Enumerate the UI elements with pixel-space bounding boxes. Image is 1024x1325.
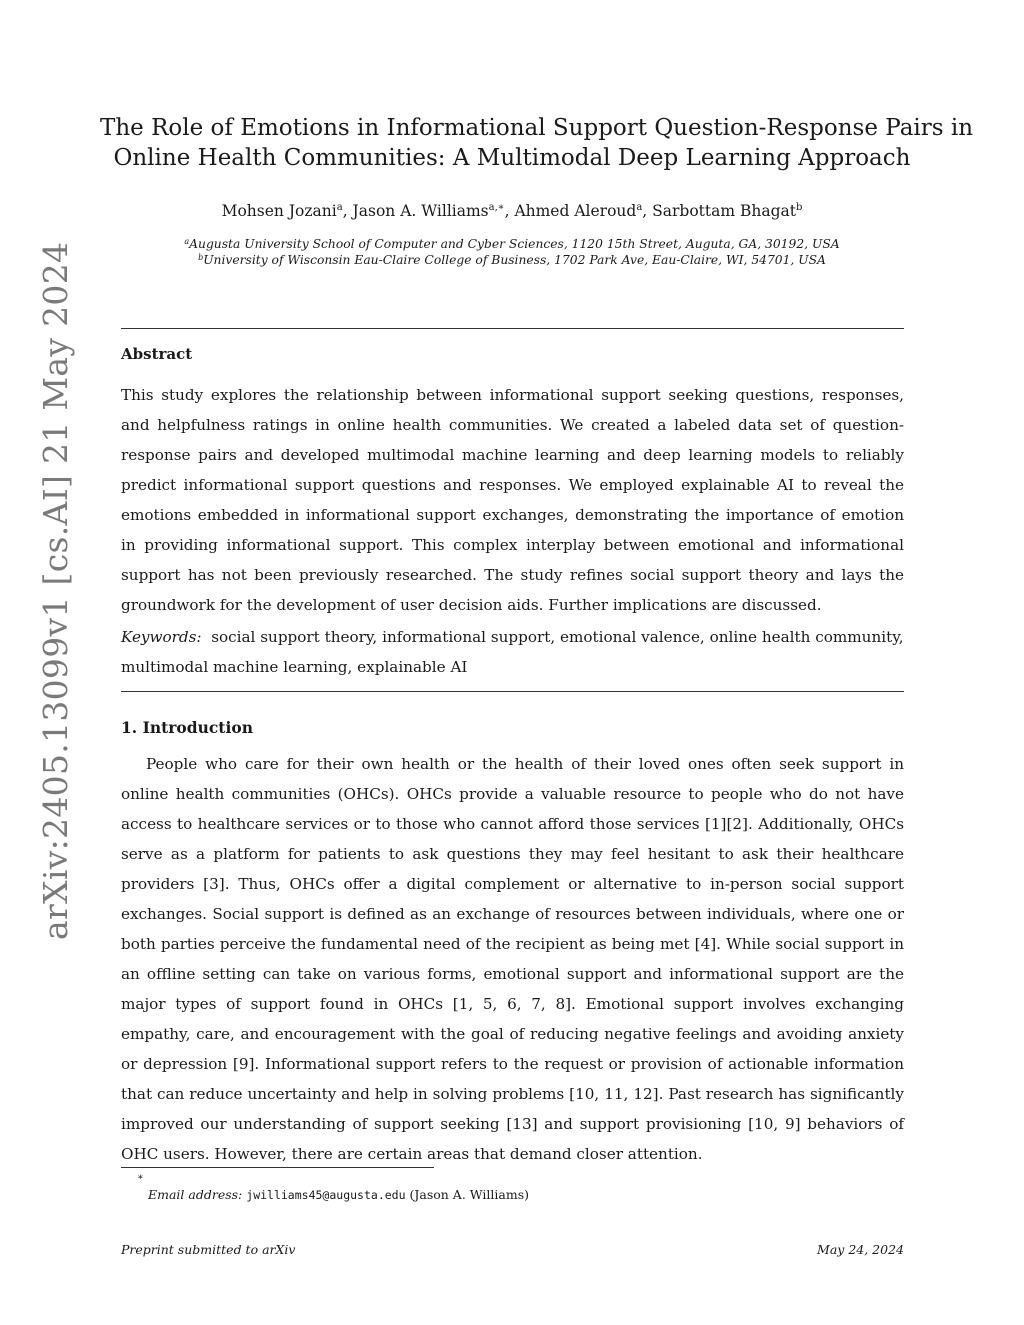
introduction-paragraph: People who care for their own health or the health of their loved ones often seek support in online health communities (OHCs). OHCs provide a valuable resource to people who do not have access to healthcare services or to those who cannot afford those services [1][2]. Additionally, OHCs serve as a platform for patients to ask questions they may feel hesitant to ask their healthcare providers [3]. Thus, OHCs offer a digital complement or alternative to in-person social support exchanges. Social support is defined as an exchange of resources between individuals, where one or both parties perceive the fundamental need of the recipient as being met [4]. While social support in an offline setting can take on various forms, emotional support and informational support are the major types of support found in OHCs [1, 5, 6, 7, 8]. Emotional support involves exchanging empathy, care, and encouragement with the goal of reducing negative feelings and avoiding anxiety or depression [9]. Informational support refers to the request or provision of actionable information that can reduce uncertainty and help in solving problems [10, 11, 12]. Past research has significantly improved our understanding of support seeking [13] and support provisioning [10, 9] behaviors of OHC users. However, there are certain areas that demand closer attention. bbox=[121, 755, 904, 1163]
affiliation-text: University of Wisconsin Eau-Claire College of Business, 1702 Park Ave, Eau-Claire, WI, 54701, USA bbox=[203, 253, 826, 267]
affiliation-a bbox=[100, 236, 924, 252]
paper-title bbox=[100, 113, 974, 173]
affiliation-b bbox=[100, 252, 924, 268]
arxiv-sidebar-identifier: arXiv:2405.13099v1 [cs.AI] 21 May 2024 bbox=[36, 241, 75, 940]
author-affil-mark: a bbox=[636, 202, 643, 213]
keywords bbox=[121, 622, 904, 682]
author-affil-mark: b bbox=[796, 202, 803, 213]
abstract-bottom-rule bbox=[121, 691, 904, 692]
author-list bbox=[100, 200, 924, 222]
abstract-top-rule bbox=[121, 328, 904, 329]
footer-date: May 24, 2024 bbox=[817, 1242, 904, 1257]
title-line-2: Online Health Communities: A Multimodal Deep Learning Approach bbox=[113, 145, 911, 171]
keywords-list: social support theory, informational support, emotional valence, online health community, multimodal machine learning, explainable AI bbox=[121, 628, 904, 676]
footer-preprint-note: Preprint submitted to arXiv bbox=[121, 1242, 296, 1257]
author-name: Sarbottam Bhagat bbox=[652, 202, 796, 220]
author-name: Jason A. Williams bbox=[352, 202, 489, 220]
footnote-author-name: (Jason A. Williams) bbox=[409, 1187, 529, 1202]
author-name: Ahmed Aleroud bbox=[514, 202, 637, 220]
keywords-label: Keywords: bbox=[121, 628, 202, 646]
abstract-heading: Abstract bbox=[121, 345, 193, 363]
section-heading-introduction: 1. Introduction bbox=[121, 718, 253, 737]
footnote-email-link[interactable]: jwilliams45@augusta.edu bbox=[246, 1188, 406, 1202]
abstract-text: This study explores the relationship between informational support seeking questions, responses, and helpfulness ratings in online health communities. We created a labeled data set of question-response pairs and developed multimodal machine learning and deep learning models to reliably predict informational support questions and responses. We employed explainable AI to reveal the emotions embedded in informational support exchanges, demonstrating the importance of emotion in providing informational support. This complex interplay between emotional and informational support has not been previously researched. The study refines social support theory and lays the groundwork for the development of user decision aids. Further implications are discussed. bbox=[121, 386, 904, 614]
footnote-mark: ∗ bbox=[137, 1172, 144, 1183]
affiliation-text: Augusta University School of Computer and Cyber Sciences, 1120 15th Street, Auguta, GA, 30192, USA bbox=[189, 237, 840, 251]
affiliations bbox=[100, 236, 924, 268]
author-affil-mark: a,∗ bbox=[488, 202, 505, 213]
title-line-1: The Role of Emotions in Informational Support Question-Response Pairs in bbox=[100, 115, 974, 141]
footnote-label: Email address: bbox=[148, 1187, 243, 1202]
affiliation-mark: b bbox=[198, 253, 204, 262]
author-separator: , bbox=[504, 202, 515, 220]
author-affil-mark: a bbox=[336, 202, 343, 213]
footnote bbox=[148, 1186, 529, 1204]
author-name: Mohsen Jozani bbox=[221, 202, 337, 220]
affiliation-mark: a bbox=[184, 237, 190, 246]
author-separator: , bbox=[342, 202, 353, 220]
footnote-rule bbox=[121, 1167, 434, 1168]
author-separator: , bbox=[642, 202, 653, 220]
